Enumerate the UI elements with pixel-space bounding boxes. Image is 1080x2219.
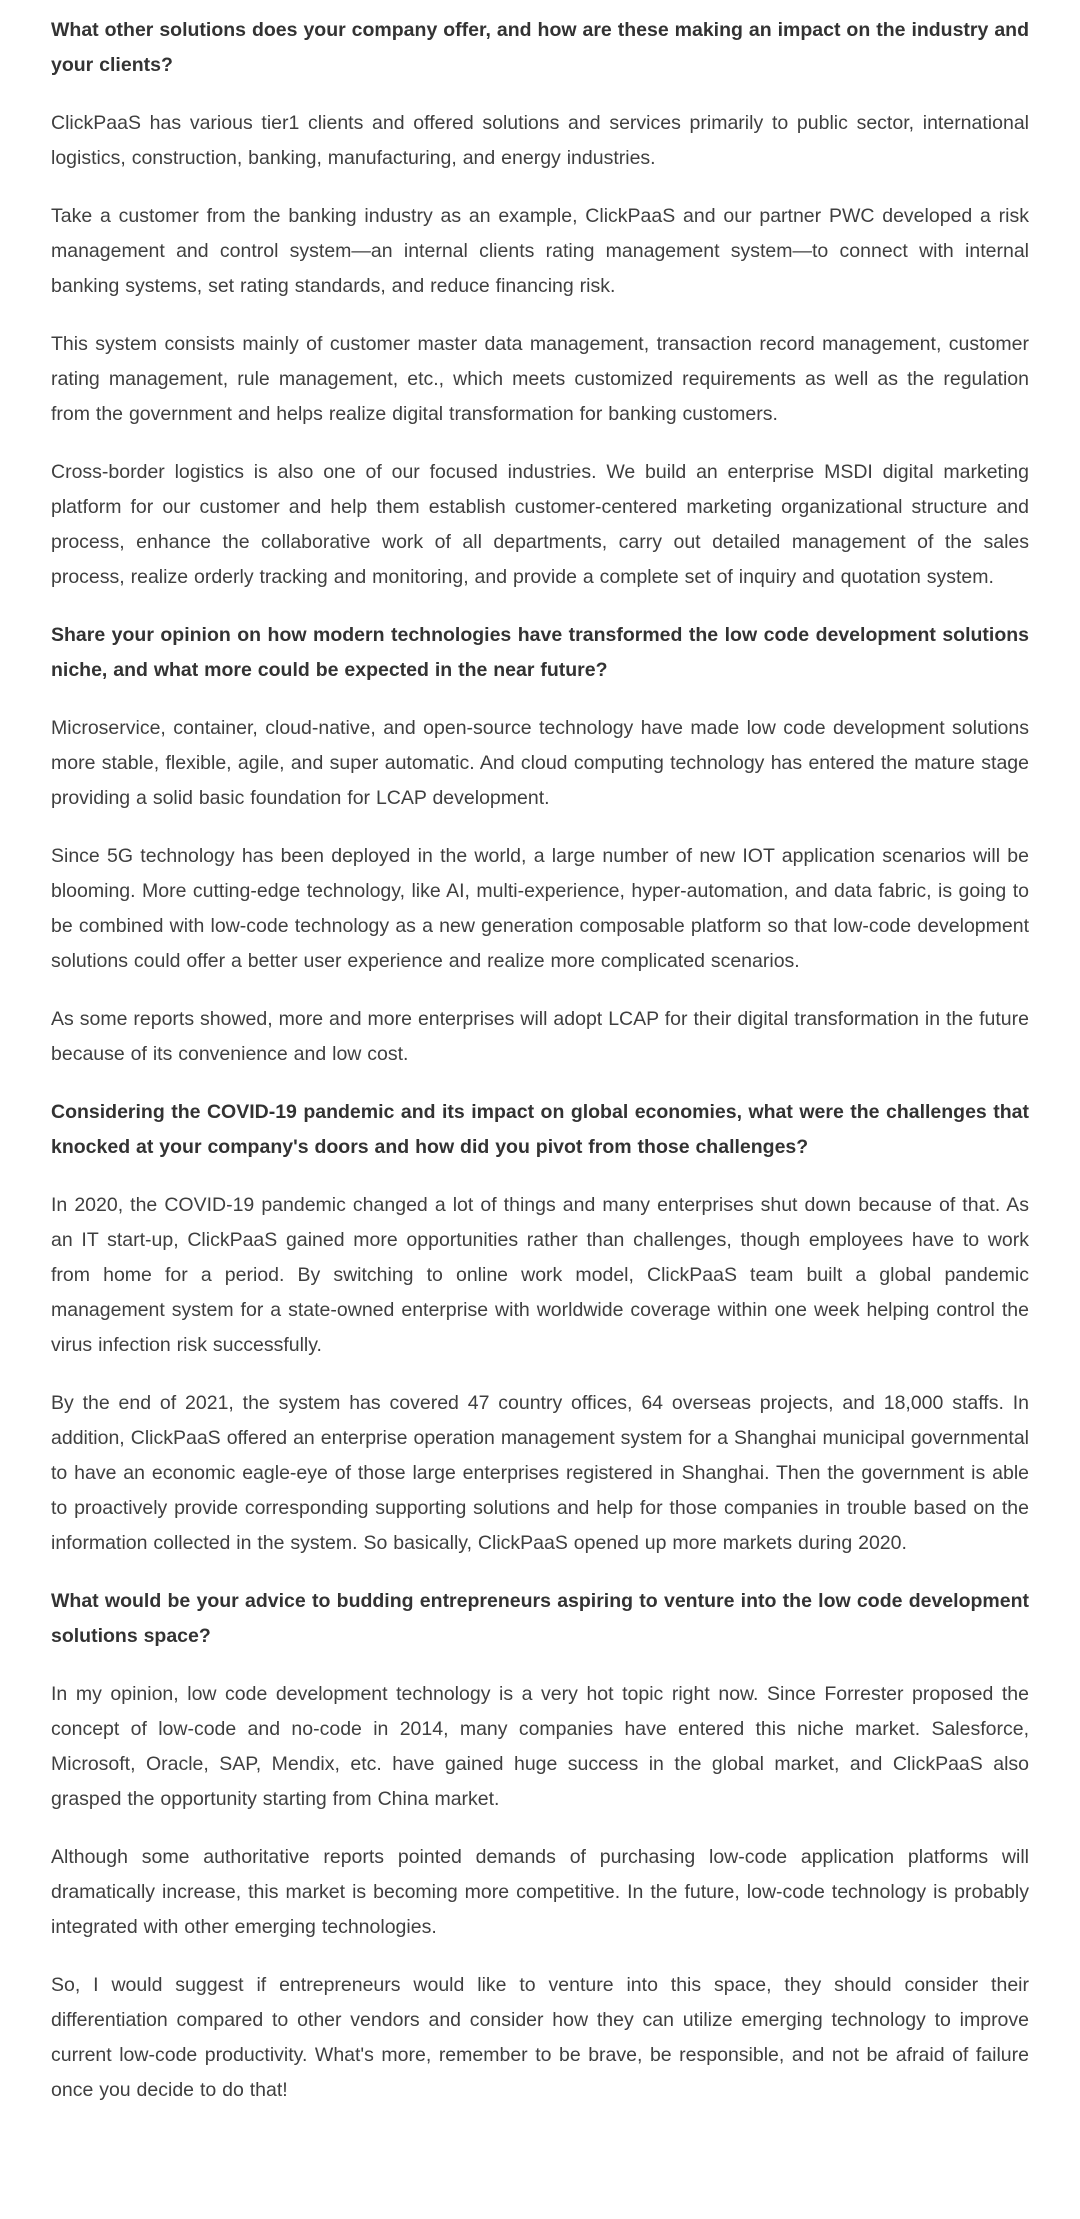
- answer-paragraph: As some reports showed, more and more enterprises will adopt LCAP for their digital transformation in the future because of its convenience and low cost.: [51, 1008, 1029, 1065]
- question-modern-technologies: Share your opinion on how modern technologies have transformed the low code development solutions niche, and what more could be expected in the near future?: [51, 624, 1029, 681]
- answer-paragraph: Since 5G technology has been deployed in the world, a large number of new IOT application scenarios will be blooming. More cutting-edge technology, like AI, multi-experience, hyper-automation, and data fabric, is going to be combined with low-code technology as a new generation composable platform so that low-code development solutions could offer a better user experience and realize more complicated scenarios.: [51, 845, 1029, 972]
- answer-paragraph: Cross-border logistics is also one of our focused industries. We build an enterprise MSDI digital marketing platform for our customer and help them establish customer-centered marketing organizational structure and process, enhance the collaborative work of all departments, carry out detailed management of the sales process, realize orderly tracking and monitoring, and provide a complete set of inquiry and quotation system.: [51, 461, 1029, 588]
- answer-paragraph: This system consists mainly of customer master data management, transaction record management, customer rating management, rule management, etc., which meets customized requirements as well as the regulation from the government and helps realize digital transformation for banking customers.: [51, 333, 1029, 425]
- answer-paragraph: Microservice, container, cloud-native, and open-source technology have made low code development solutions more stable, flexible, agile, and super automatic. And cloud computing technology has entered the mature stage providing a solid basic foundation for LCAP development.: [51, 717, 1029, 809]
- answer-paragraph: ClickPaaS has various tier1 clients and offered solutions and services primarily to public sector, international logistics, construction, banking, manufacturing, and energy industries.: [51, 112, 1029, 169]
- answer-paragraph: In my opinion, low code development technology is a very hot topic right now. Since Forrester proposed the concept of low-code and no-code in 2014, many companies have entered this niche market. Salesforce, Microsoft, Oracle, SAP, Mendix, etc. have gained huge success in the global market, and ClickPaaS also grasped the opportunity starting from China market.: [51, 1683, 1029, 1810]
- answer-paragraph: Although some authoritative reports pointed demands of purchasing low-code application platforms will dramatically increase, this market is becoming more competitive. In the future, low-code technology is probably integrated with other emerging technologies.: [51, 1846, 1029, 1938]
- answer-paragraph: Take a customer from the banking industry as an example, ClickPaaS and our partner PWC developed a risk management and control system—an internal clients rating management system—to connect with internal banking systems, set rating standards, and reduce financing risk.: [51, 205, 1029, 297]
- answer-paragraph: By the end of 2021, the system has covered 47 country offices, 64 overseas projects, and 18,000 staffs. In addition, ClickPaaS offered an enterprise operation management system for a Shanghai municipal governmental to have an economic eagle-eye of those large enterprises registered in Shanghai. Then the government is able to proactively provide corresponding supporting solutions and help for those companies in trouble based on the information collected in the system. So basically, ClickPaaS opened up more markets during 2020.: [51, 1392, 1029, 1554]
- answer-paragraph: So, I would suggest if entrepreneurs would like to venture into this space, they should consider their differentiation compared to other vendors and consider how they can utilize emerging technology to improve current low-code productivity. What's more, remember to be brave, be responsible, and not be afraid of failure once you decide to do that!: [51, 1974, 1029, 2101]
- question-entrepreneur-advice: What would be your advice to budding entrepreneurs aspiring to venture into the low code development solutions space?: [51, 1590, 1029, 1647]
- question-covid-challenges: Considering the COVID-19 pandemic and its impact on global economies, what were the challenges that knocked at your company's doors and how did you pivot from those challenges?: [51, 1101, 1029, 1158]
- answer-paragraph: In 2020, the COVID-19 pandemic changed a lot of things and many enterprises shut down because of that. As an IT start-up, ClickPaaS gained more opportunities rather than challenges, though employees have to work from home for a period. By switching to online work model, ClickPaaS team built a global pandemic management system for a state-owned enterprise with worldwide coverage within one week helping control the virus infection risk successfully.: [51, 1194, 1029, 1356]
- question-solutions-impact: What other solutions does your company offer, and how are these making an impact on the industry and your clients?: [51, 19, 1029, 76]
